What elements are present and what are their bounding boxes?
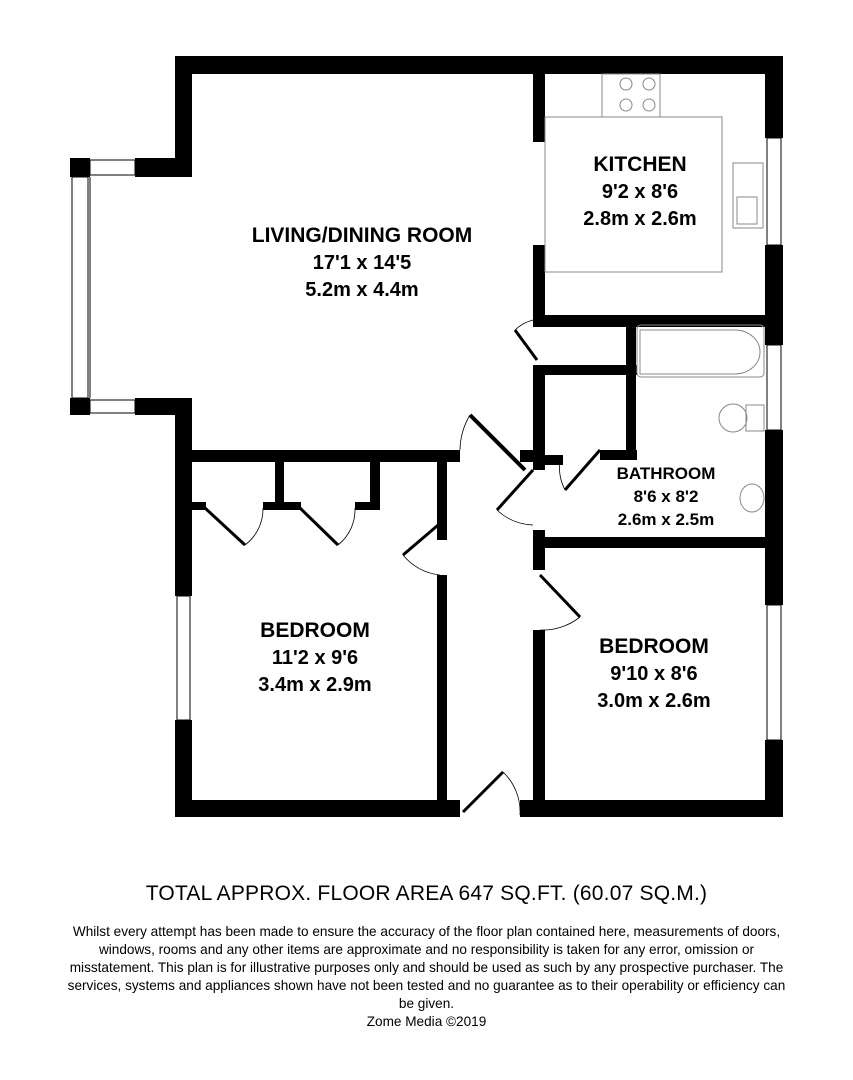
room-metric: 5.2m x 4.4m xyxy=(305,279,419,302)
room-metric: 3.0m x 2.6m xyxy=(597,690,711,713)
room-metric: 3.4m x 2.9m xyxy=(258,674,372,697)
room-imperial: 17'1 x 14'5 xyxy=(312,252,412,275)
room-name: BEDROOM xyxy=(260,619,370,642)
room-label-living xyxy=(252,222,473,304)
disclaimer-block xyxy=(60,923,793,1031)
room-label-kitchen xyxy=(583,151,696,233)
room-metric: 2.8m x 2.6m xyxy=(583,208,697,231)
room-label-bathroom xyxy=(617,463,716,532)
total-floor-area: TOTAL APPROX. FLOOR AREA 647 SQ.FT. (60.07 SQ.M.) xyxy=(145,882,708,905)
room-label-bedroom-2 xyxy=(597,633,710,715)
fixtures xyxy=(545,74,764,512)
room-label-bedroom-1 xyxy=(258,617,371,699)
room-imperial: 8'6 x 8'2 xyxy=(633,486,699,506)
room-name: KITCHEN xyxy=(593,153,687,176)
room-imperial: 9'2 x 8'6 xyxy=(601,181,679,204)
room-name: BATHROOM xyxy=(616,464,716,483)
room-imperial: 9'10 x 8'6 xyxy=(610,663,698,686)
credit-text: Zome Media ©2019 xyxy=(366,1013,487,1029)
bath-icon xyxy=(637,325,764,377)
toilet-icon xyxy=(719,404,747,432)
disclaimer-text: Whilst every attempt has been made to ensure the accuracy of the floor plan contained here, measurements of doors, windows, rooms and any other items are approximate and no responsibility is taken for any error, omission or misstatement. This plan is for illustrative purposes only and should be used as such by any prospective purchaser. The services, systems and appliances shown have not been tested and no guarantee as to their operability or efficiency can be given. xyxy=(67,924,786,1011)
room-imperial: 11'2 x 9'6 xyxy=(271,647,359,670)
room-metric: 2.6m x 2.5m xyxy=(617,509,715,529)
room-name: BEDROOM xyxy=(599,635,709,658)
room-name: LIVING/DINING ROOM xyxy=(251,224,473,247)
basin-icon xyxy=(740,484,764,512)
